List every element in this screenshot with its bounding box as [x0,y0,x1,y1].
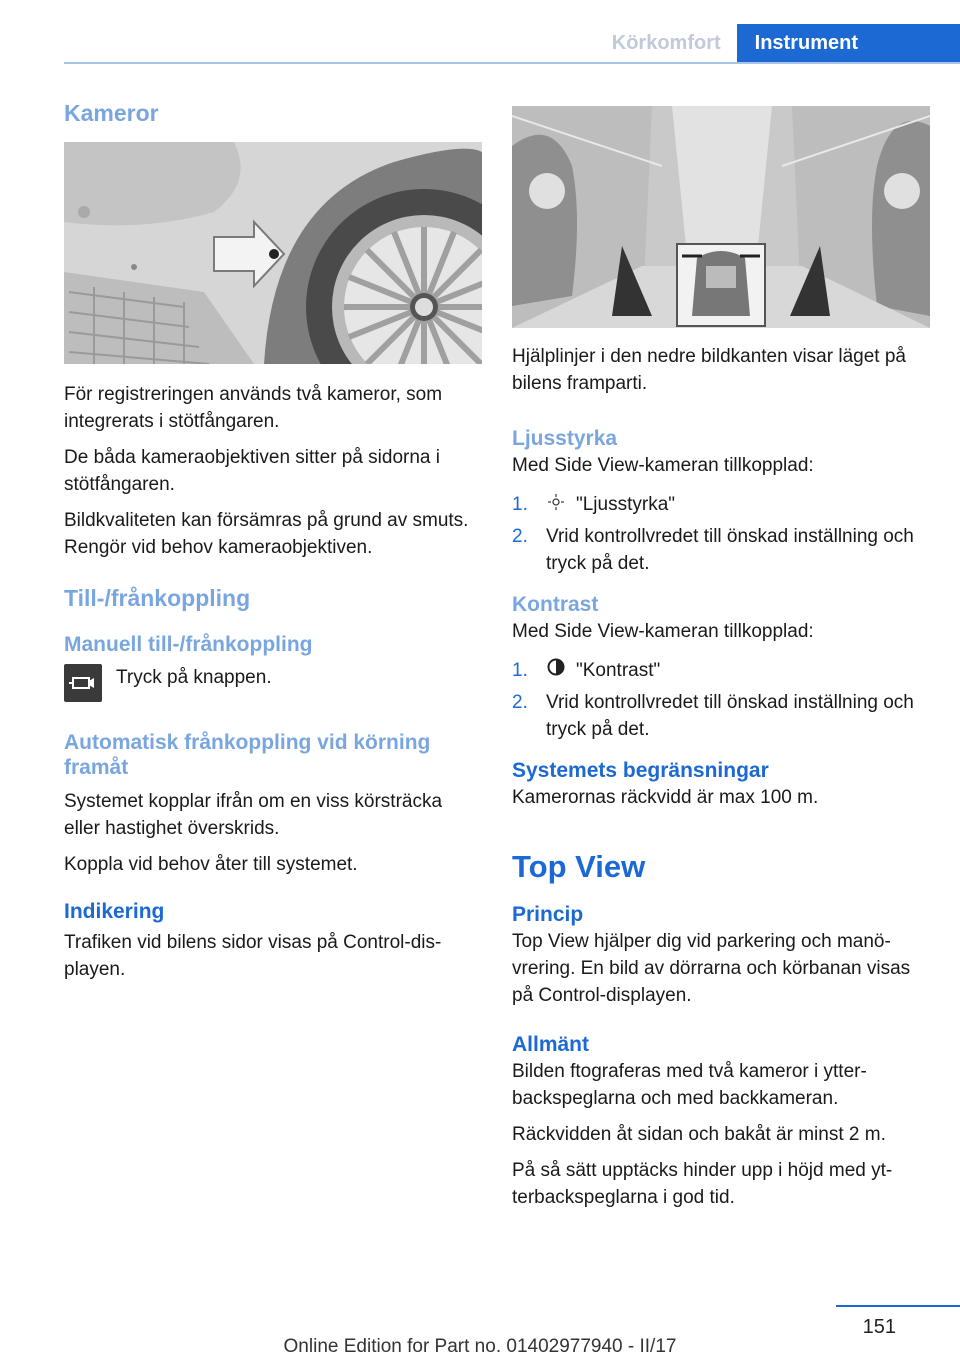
heading-auto-off: Automatisk frånkoppling vid körning framåt [64,731,431,779]
general-text-2: Räckvidden åt sidan och bakåt är minst 2 m. [512,1124,886,1145]
right-column [512,106,930,1220]
page-number: 151 [862,1316,896,1338]
list-number: 2. [512,526,528,547]
indication-text: Trafiken vid bilens sidor visas på Control-displayen. [64,932,442,980]
cameras-text-3: Bildkvaliteten kan försämras på grund av smuts. Rengör vid behov kameraobjektiven. [64,510,469,558]
list-item [512,491,930,518]
tab-korkomfort: Körkomfort [611,32,721,54]
auto-text-1: Systemet kopplar ifrån om en viss körsträcka eller hastighet överskrids. [64,791,443,839]
list-item [512,657,930,684]
figure-caption: Hjälplinjer i den nedre bildkanten visar läget på bilens framparti. [512,346,906,394]
heading-cameras: Kameror [64,100,159,126]
contrast-step-2: Vrid kontrollvredet till önskad inställning och tryck på det. [546,692,914,740]
list-number: 2. [512,692,528,713]
footer-edition: Online Edition for Part no. 01402977940 - II/17 [283,1336,677,1357]
principle-text: Top View hjälper dig vid parkering och manövrering. En bild av dörrarna och körbanan visas på Control-displayen. [512,931,911,1006]
heading-principle: Princip [512,903,584,926]
manual-instruction [64,664,482,702]
heading-manual: Manuell till-/frånkoppling [64,633,313,656]
manual-text: Tryck på knappen. [116,667,272,688]
heading-limits: Systemets begränsningar [512,759,769,782]
sun-icon [546,491,566,518]
contrast-icon [546,657,566,684]
header-tabs [596,24,960,62]
list-item [512,523,930,577]
contrast-step-1: "Kontrast" [576,660,661,681]
cameras-text-1: För registreringen används två kameror, som integrerats i stötfångaren. [64,384,443,432]
list-number: 1. [512,660,528,681]
limits-text: Kamerornas räckvidd är max 100 m. [512,787,819,808]
general-text-1: Bilden ftograferas med två kameror i ytterbackspeglarna och med backkameran. [512,1061,867,1109]
brightness-steps [512,491,930,577]
list-number: 1. [512,494,528,515]
cameras-text-2: De båda kameraobjektiven sitter på sidorna i stötfångaren. [64,447,440,495]
footer-rule [0,1305,960,1307]
general-text-3: På så sätt upptäcks hinder upp i höjd med ytterbackspeglarna i god tid. [512,1160,893,1208]
left-column [64,98,482,992]
auto-text-2: Koppla vid behov åter till systemet. [64,854,358,875]
heading-toggle: Till-/frånkoppling [64,585,251,611]
tab-instrument: Instrument [737,24,960,62]
heading-indication: Indikering [64,900,165,923]
brightness-step-1: "Ljusstyrka" [576,494,676,515]
heading-general: Allmänt [512,1033,590,1056]
header-rule [64,62,960,64]
contrast-steps [512,657,930,743]
bumper-camera-illustration [64,142,482,364]
heading-top-view: Top View [512,849,646,884]
side-view-display-illustration [512,106,930,328]
side-view-camera-icon [64,664,102,702]
brightness-intro: Med Side View-kameran tillkopplad: [512,455,814,476]
contrast-intro: Med Side View-kameran tillkopplad: [512,621,814,642]
heading-brightness: Ljusstyrka [512,427,618,450]
heading-contrast: Kontrast [512,593,599,616]
list-item [512,689,930,743]
brightness-step-2: Vrid kontrollvredet till önskad inställning och tryck på det. [546,526,914,574]
